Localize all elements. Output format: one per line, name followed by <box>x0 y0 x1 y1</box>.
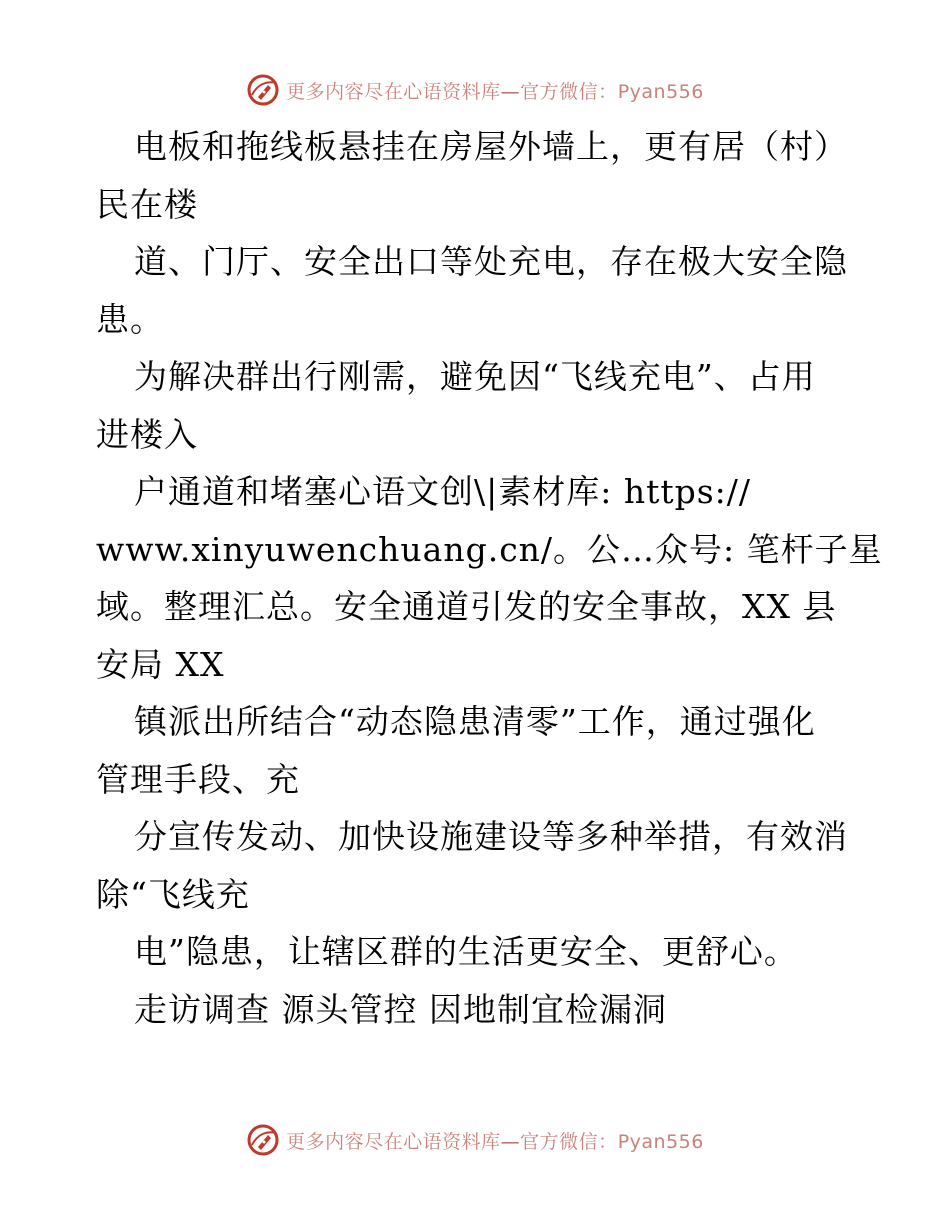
paragraph-line: www.xinyuwenchuang.cn/。公…众号: 笔杆子星 <box>96 529 883 569</box>
paragraph-line: 为解决群出行刚需，避免因“飞线充电”、占用 <box>134 357 816 396</box>
paragraph-line: 分宣传发动、加快设施建设等多种举措，有效消 <box>134 817 848 856</box>
watermark-id-text: Pyan556 <box>617 80 704 103</box>
paragraph-line: 除“飞线充 <box>96 874 250 914</box>
paragraph-3 <box>96 348 856 463</box>
paragraph-line: 电板和拖线板悬挂在房屋外墙上，更有居（村） <box>134 127 848 166</box>
paragraph-line: 电”隐患，让辖区群的生活更安全、更舒心。 <box>134 932 798 971</box>
paragraph-2 <box>96 233 856 348</box>
pen-nib-logo-icon <box>246 1123 280 1157</box>
paragraph-5 <box>96 693 856 808</box>
footer-watermark-inner <box>246 1123 704 1157</box>
paragraph-line: 道、门厅、安全出口等处充电，存在极大安全隐 <box>134 242 848 281</box>
watermark-official-text: 官方微信： <box>520 80 618 103</box>
paragraph-line: 户通道和堵塞心语文创\|素材库: https:// <box>134 472 752 511</box>
paragraph-6 <box>96 808 856 923</box>
watermark-dash: — <box>500 1130 521 1153</box>
header-watermark <box>0 70 950 110</box>
watermark-official-text: 官方微信： <box>520 1130 618 1153</box>
paragraph-line: 患。 <box>96 299 164 339</box>
pen-nib-logo-icon <box>246 73 280 107</box>
paragraph-1 <box>96 118 856 233</box>
paragraph-line: 镇派出所结合“动态隐患清零”工作，通过强化 <box>134 702 816 741</box>
paragraph-line: 进楼入 <box>96 414 198 454</box>
watermark-dash: — <box>500 80 521 103</box>
header-watermark-inner <box>246 73 704 107</box>
watermark-main-text: 更多内容尽在心语资料库 <box>286 1130 501 1153</box>
footer-watermark <box>0 1120 950 1160</box>
paragraph-line: 民在楼 <box>96 184 198 224</box>
paragraph-line: 管理手段、充 <box>96 759 300 799</box>
paragraph-line: 走访调查 源头管控 因地制宜检漏洞 <box>134 989 667 1029</box>
paragraph-4 <box>96 463 883 693</box>
document-body <box>96 118 883 1038</box>
footer-watermark-text <box>286 1127 704 1154</box>
watermark-id-text: Pyan556 <box>617 1130 704 1153</box>
section-heading <box>96 981 856 1039</box>
paragraph-7 <box>96 923 856 981</box>
watermark-main-text: 更多内容尽在心语资料库 <box>286 80 501 103</box>
paragraph-line: 安局 XX <box>96 644 225 684</box>
paragraph-line: 域。整理汇总。安全通道引发的安全事故，XX 县 <box>96 587 837 626</box>
header-watermark-text <box>286 77 704 104</box>
